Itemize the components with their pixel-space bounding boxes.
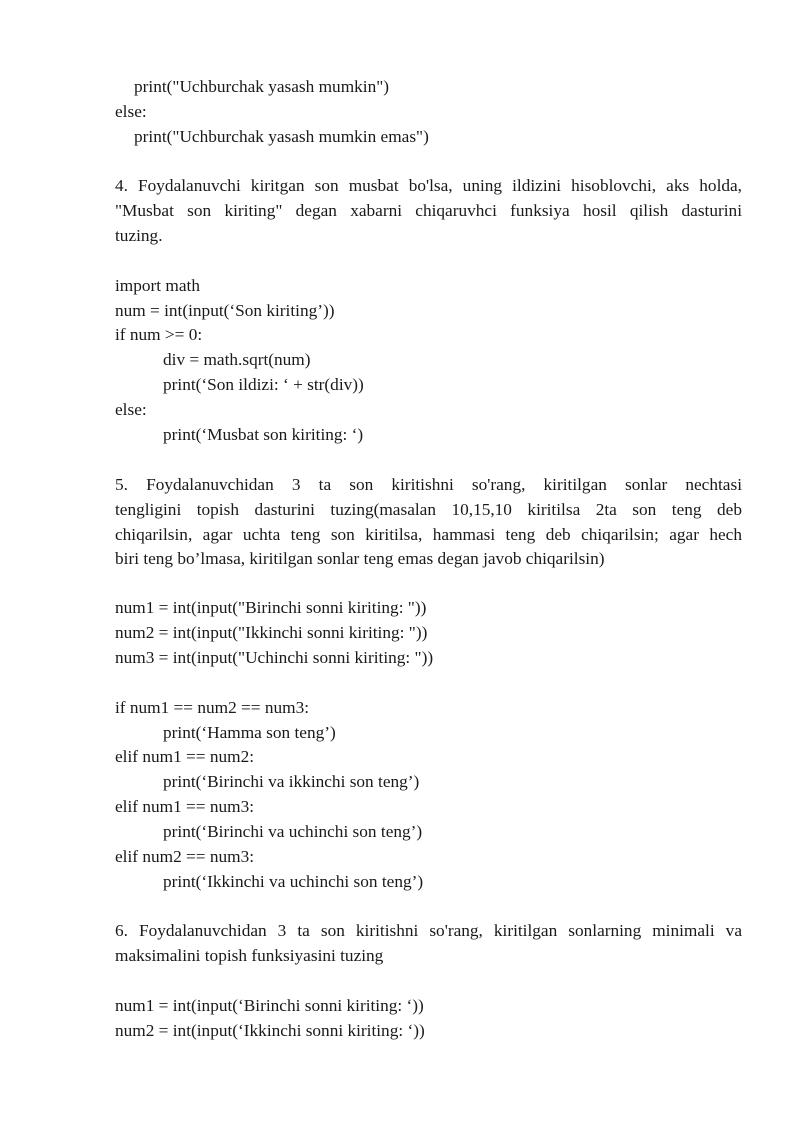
task-text-line: "Musbat son kiriting" degan xabarni chiqaruvhci funksiya hosil qilish dasturini <box>115 200 742 220</box>
task-text-line: 4. Foydalanuvchi kiritgan son musbat bo'lsa, uning ildizini hisoblovchi, aks holda, <box>115 176 742 195</box>
code-line: print(‘Ikkinchi va uchinchi son teng’) <box>163 872 424 891</box>
task-text-line: tuzing. <box>115 225 163 245</box>
code-line: num2 = int(input(‘Ikkinchi sonni kiriting: ‘)) <box>115 1021 425 1040</box>
code-line: import math <box>115 276 200 295</box>
task-4-description <box>115 174 742 248</box>
code-line: num3 = int(input("Uchinchi sonni kiriting: ")) <box>115 648 434 667</box>
code-line: if num1 == num2 == num3: <box>115 698 310 717</box>
code-line: print(‘Birinchi va uchinchi son teng’) <box>163 822 423 841</box>
code-line: num1 = int(input("Birinchi sonni kiriting: ")) <box>115 598 427 617</box>
code-line: div = math.sqrt(num) <box>163 350 311 369</box>
task-text-line: tengligini topish dasturini tuzing(masalan 10,15,10 kiritilsa 2ta son teng deb <box>115 499 742 519</box>
code-line: elif num2 == num3: <box>115 847 255 866</box>
task-text-line: 5. Foydalanuvchidan 3 ta son kiritishni so'rang, kiritilgan sonlar nechtasi <box>115 475 742 494</box>
task-text-line: maksimalini topish funksiyasini tuzing <box>115 945 384 965</box>
task-text-line: 6. Foydalanuvchidan 3 ta son kiritishni so'rang, kiritilgan sonlarning minimali va <box>115 921 742 940</box>
code-line: else: <box>115 102 147 121</box>
code-line: print(‘Hamma son teng’) <box>163 723 336 742</box>
code-line: num = int(input(‘Son kiriting’)) <box>115 301 335 320</box>
task-text-line: chiqarilsin, agar uchta teng son kiritilsa, hammasi teng deb chiqarilsin; agar hech <box>115 524 742 544</box>
code-line: print("Uchburchak yasash mumkin emas") <box>134 127 429 146</box>
code-line: print(‘Son ildizi: ‘ + str(div)) <box>163 375 364 394</box>
code-line: num1 = int(input(‘Birinchi sonni kiriting: ‘)) <box>115 996 424 1015</box>
code-line: print("Uchburchak yasash mumkin") <box>134 77 390 96</box>
task-6-description <box>115 919 742 969</box>
code-line: if num >= 0: <box>115 325 203 344</box>
code-line: num2 = int(input("Ikkinchi sonni kiriting: ")) <box>115 623 428 642</box>
code-line: else: <box>115 400 147 419</box>
code-line: print(‘Musbat son kiriting: ‘) <box>163 425 364 444</box>
code-line: print(‘Birinchi va ikkinchi son teng’) <box>163 772 420 791</box>
task-5-description <box>115 473 742 572</box>
task-text-line: biri teng bo’lmasa, kiritilgan sonlar teng emas degan javob chiqarilsin) <box>115 549 605 569</box>
code-line: elif num1 == num3: <box>115 797 255 816</box>
code-line: elif num1 == num2: <box>115 747 255 766</box>
